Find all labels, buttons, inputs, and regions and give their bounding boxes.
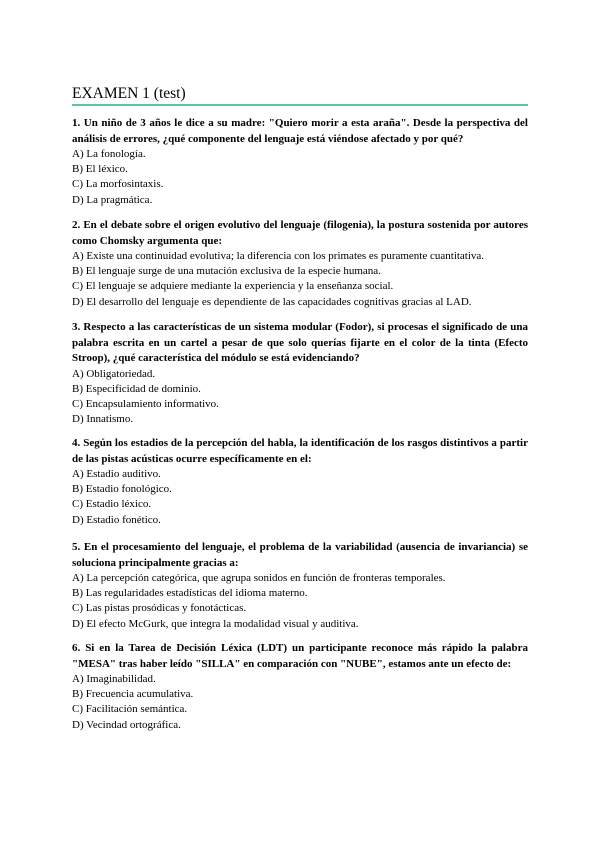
option-c: C) La morfosintaxis.: [72, 178, 164, 191]
option-a: A) Estadio auditivo.: [72, 468, 161, 480]
option-b: B) El léxico.: [72, 163, 128, 176]
option-c: C) El lenguaje se adquiere mediante la experiencia y la enseñanza social.: [72, 280, 394, 293]
option-d: D) El efecto McGurk, que integra la modalidad visual y auditiva.: [72, 617, 359, 630]
option-d: D) Innatismo.: [72, 413, 134, 426]
option-a: A) La fonología.: [72, 148, 146, 160]
option-c: C) Estadio léxico.: [72, 498, 152, 511]
option-c: C) Encapsulamiento informativo.: [72, 397, 219, 410]
option-d: D) Estadio fonético.: [72, 513, 161, 526]
question-4: [72, 436, 528, 528]
option-a: A) Obligatoriedad.: [72, 367, 156, 380]
option-c: C) Facilitación semántica.: [72, 703, 188, 716]
option-b: B) Especificidad de dominio.: [72, 382, 201, 395]
option-d: D) La pragmática.: [72, 193, 153, 206]
option-c: C) Las pistas prosódicas y fonotácticas.: [72, 602, 247, 615]
option-a: A) Imaginabilidad.: [72, 673, 156, 685]
option-b: B) El lenguaje surge de una mutación exclusiva de la especie humana.: [72, 265, 381, 278]
option-b: B) Las regularidades estadísticas del idioma materno.: [72, 587, 308, 600]
question-stem: 2. En el debate sobre el origen evolutivo del lenguaje (filogenia), la postura sostenida por autores como Chomsky argumenta que:: [72, 219, 528, 247]
question-stem: 6. Si en la Tarea de Decisión Léxica (LDT) un participante reconoce más rápido la palabra "MESA" tras haber leído "SILLA" en comparación con "NUBE", estamos ante un efecto de:: [72, 642, 528, 670]
option-d: D) Vecindad ortográfica.: [72, 718, 181, 731]
option-d: D) El desarrollo del lenguaje es dependiente de las capacidades cognitivas gracias al LAD.: [72, 295, 472, 308]
option-a: A) Existe una continuidad evolutiva; la diferencia con los primates es puramente cuantitativa.: [72, 250, 485, 262]
question-6: [72, 641, 528, 733]
title-divider: [72, 104, 528, 106]
option-b: B) Estadio fonológico.: [72, 483, 172, 496]
option-b: B) Frecuencia acumulativa.: [72, 688, 194, 701]
option-a: A) La percepción categórica, que agrupa sonidos en función de fronteras temporales.: [72, 572, 446, 584]
question-stem: 1. Un niño de 3 años le dice a su madre: "Quiero morir a esta araña". Desde la perspectiva del análisis de errores, ¿qué componente del lenguaje está viéndose afectado y por qué?: [72, 117, 528, 145]
question-1: [72, 116, 528, 208]
question-5: [72, 540, 528, 632]
question-stem: 4. Según los estadios de la percepción del habla, la identificación de los rasgos distintivos a partir de las pistas acústicas ocurre específicamente en el:: [72, 437, 528, 465]
question-2: [72, 218, 528, 310]
question-stem: 5. En el procesamiento del lenguaje, el problema de la variabilidad (ausencia de invariancia) se soluciona principalmente gracias a:: [72, 541, 528, 569]
question-stem: 3. Respecto a las características de un sistema modular (Fodor), si procesas el significado de una palabra escrita en un cartel a pesar de que solo querías fijarte en el color de la tinta (Efecto Stroop), ¿qué característica del módulo se está evidenciando?: [72, 321, 528, 364]
question-3: [72, 320, 528, 427]
exam-title: EXAMEN 1 (test): [72, 85, 186, 102]
